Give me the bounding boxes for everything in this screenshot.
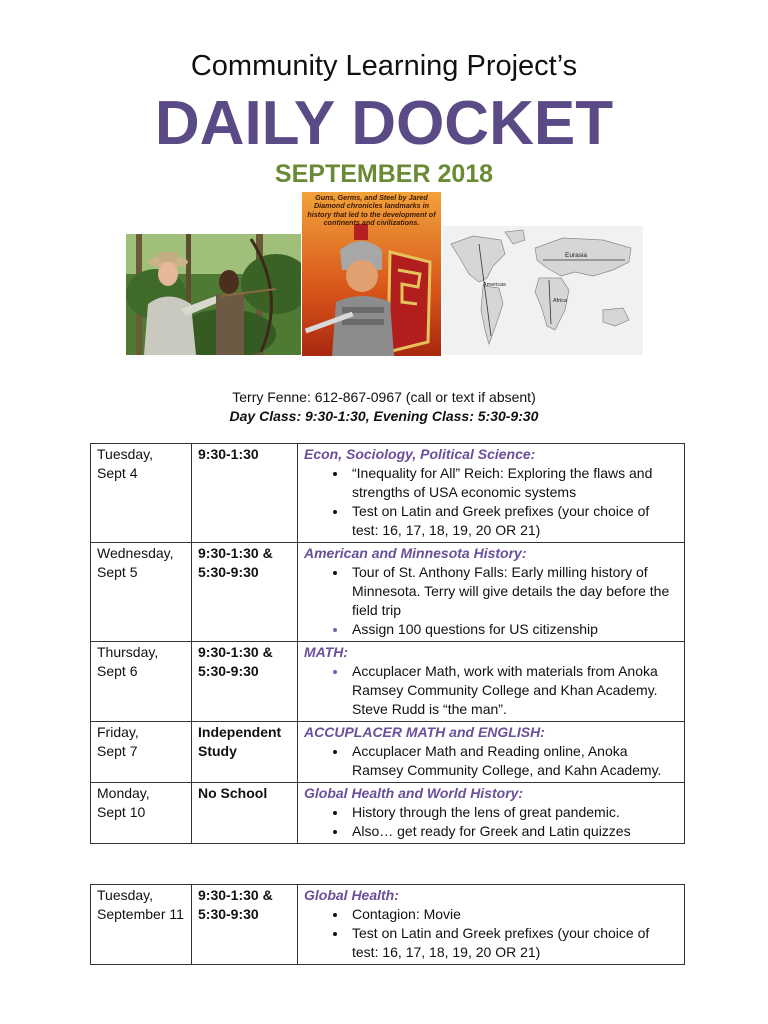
header-month: SEPTEMBER 2018	[274, 160, 494, 188]
book-caption: Guns, Germs, and Steel by Jared Diamond chronicles landmarks in history that led to the development of continents and civilizations.	[307, 194, 436, 228]
world-map-image	[443, 226, 643, 355]
details-cell	[298, 885, 685, 965]
time-cell	[192, 722, 298, 783]
map-label-africa: Africa	[553, 298, 568, 304]
time-line: 5:30-9:30	[198, 663, 259, 679]
time-line: Study	[198, 743, 237, 759]
page-title: DAILY DOCKET	[154, 89, 614, 158]
day-name: Tuesday,	[97, 887, 154, 903]
time-cell	[192, 444, 298, 543]
day-cell	[91, 722, 192, 783]
list-item: • Accuplacer Math, work with materials from Anoka Ramsey Community College and Khan Academy. Steve Rudd is “the man”.	[348, 662, 678, 719]
details-cell	[298, 444, 685, 543]
class-times: Day Class: 9:30-1:30, Evening Class: 5:30-9:30	[229, 408, 539, 424]
list-item: • Test on Latin and Greek prefixes (your choice of test: 16, 17, 18, 19, 20 OR 21)	[348, 502, 678, 540]
contact-line: Terry Fenne: 612-867-0967 (call or text if absent)	[232, 389, 536, 405]
list-item: • Contagion: Movie	[348, 905, 678, 924]
list-item: • Also… get ready for Greek and Latin quizzes	[348, 822, 678, 841]
day-cell	[91, 783, 192, 844]
day-name: Tuesday,	[97, 446, 154, 462]
table-row	[91, 783, 685, 844]
time-line: 5:30-9:30	[198, 906, 259, 922]
list-item: • “Inequality for All” Reich: Exploring the flaws and strengths of USA economic systems	[348, 464, 678, 502]
list-item: • Tour of St. Anthony Falls: Early milling history of Minnesota. Terry will give details the day before the field trip	[348, 563, 678, 620]
time-cell	[192, 885, 298, 965]
time-cell	[192, 543, 298, 642]
time-line: No School	[198, 785, 268, 801]
subject-heading: ACCUPLACER MATH and ENGLISH:	[304, 724, 545, 740]
day-date: September 11	[97, 906, 184, 922]
day-name: Thursday,	[97, 644, 159, 660]
details-cell	[298, 543, 685, 642]
details-cell	[298, 722, 685, 783]
time-line: 9:30-1:30 &	[198, 887, 273, 903]
day-cell	[91, 543, 192, 642]
time-cell	[192, 783, 298, 844]
subject-heading: American and Minnesota History:	[304, 545, 527, 561]
jungle-photo	[126, 234, 301, 355]
time-line: Independent	[198, 724, 282, 740]
details-cell	[298, 783, 685, 844]
header-line1: Community Learning Project’s	[190, 50, 578, 82]
schedule-table	[90, 443, 685, 844]
day-date: Sept 10	[97, 804, 146, 820]
map-label-eurasia: Eurasia	[565, 252, 588, 259]
day-date: Sept 6	[97, 663, 138, 679]
time-line: 9:30-1:30	[198, 446, 259, 462]
table-row	[91, 444, 685, 543]
subject-heading: Global Health:	[304, 887, 399, 903]
subject-heading: Econ, Sociology, Political Science:	[304, 446, 536, 462]
map-label-americas: Americas	[483, 282, 506, 288]
day-date: Sept 4	[97, 465, 138, 481]
schedule-table	[90, 884, 685, 965]
time-line: 5:30-9:30	[198, 564, 259, 580]
table-row	[91, 885, 685, 965]
table-row	[91, 722, 685, 783]
list-item: • Accuplacer Math and Reading online, Anoka Ramsey Community College, and Kahn Academy.	[348, 742, 678, 780]
list-item: • History through the lens of great pandemic.	[348, 803, 678, 822]
day-cell	[91, 885, 192, 965]
table-row	[91, 543, 685, 642]
day-name: Friday,	[97, 724, 139, 740]
day-date: Sept 7	[97, 743, 138, 759]
day-name: Wednesday,	[97, 545, 174, 561]
time-line: 9:30-1:30 &	[198, 644, 273, 660]
day-date: Sept 5	[97, 564, 138, 580]
details-cell	[298, 642, 685, 722]
time-line: 9:30-1:30 &	[198, 545, 273, 561]
day-cell	[91, 642, 192, 722]
list-item: • Test on Latin and Greek prefixes (your choice of test: 16, 17, 18, 19, 20 OR 21)	[348, 924, 678, 962]
table-row	[91, 642, 685, 722]
list-item: • Assign 100 questions for US citizenship	[348, 620, 678, 639]
day-cell	[91, 444, 192, 543]
subject-heading: Global Health and World History:	[304, 785, 524, 801]
subject-heading: MATH:	[304, 644, 349, 660]
book-cover-image	[302, 192, 441, 356]
day-name: Monday,	[97, 785, 150, 801]
time-cell	[192, 642, 298, 722]
